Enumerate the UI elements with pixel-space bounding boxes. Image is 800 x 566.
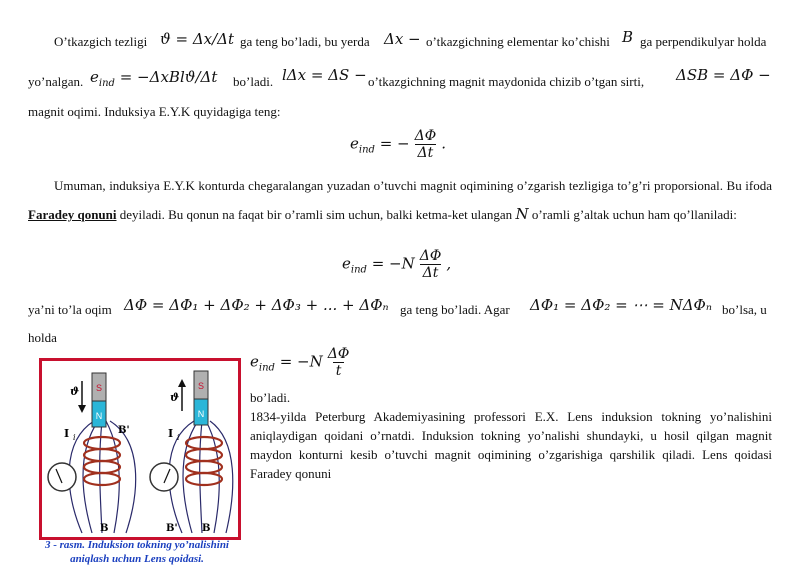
- caption-line-1: 3 - rasm. Induksion tokning yo’nalishini: [44, 539, 229, 551]
- text-directed: yo’nalgan.: [28, 74, 84, 89]
- velocity-label-right: ϑ: [170, 391, 180, 404]
- formula-speed: ϑ = Δx/Δt: [160, 30, 235, 48]
- figure-drawing: [42, 361, 238, 537]
- magnet-s-label-right: S: [197, 381, 205, 391]
- induced-field-label-left: B': [118, 425, 130, 436]
- galvanometer-left: [48, 463, 76, 491]
- faraday-law-link[interactable]: Faradey qonuni: [28, 207, 117, 222]
- text-element: o’tkazgichning elementar ko’chishi: [426, 34, 610, 49]
- induced-field-label-bottom: B': [166, 523, 178, 534]
- text-holda: holda: [28, 330, 57, 345]
- text-if: ga teng bo’ladi. Agar: [400, 302, 510, 317]
- lenz-rule-figure: [39, 358, 241, 540]
- text-surface: o’tkazgichning magnit maydonida chizib o’tgan sirti,: [368, 74, 645, 89]
- paragraph-lenz: 1834-yilda Peterburg Akademiyasining professori E.X. Lens induksion tokning yo’nalishini aniqlaydigan qoidani o’rnatdi. Induksion tokning yo’nalishi shundayki, u hosil qilgan magnit maydon konturni kesib o’tuvchi magnit oqimining o’zgarishiga qarshilik qiladi. Lens qoidasi Faradey qonuni: [250, 409, 772, 481]
- text-equals: ga teng bo’ladi, bu yerda: [240, 34, 370, 49]
- formula-b: B: [622, 28, 634, 46]
- current-sub-right: i: [177, 433, 180, 442]
- field-label-left: B: [100, 523, 109, 534]
- galvanometer-right: [150, 463, 178, 491]
- equation-1: $e_{ind}$ = − $\frac{\Delta\Phi}{\Delta t}$ .: [350, 128, 446, 161]
- current-sub-left: i: [73, 433, 76, 442]
- formula-eind: $e_{ind} = -\Delta xBlϑ/\Delta t$: [90, 68, 218, 89]
- figure-caption: [28, 538, 246, 566]
- right-column-text: [250, 388, 772, 483]
- current-label-right: I: [168, 427, 174, 440]
- text-then: bo’lsa, u: [722, 302, 767, 317]
- current-label-left: I: [64, 427, 70, 440]
- line-2: [0, 64, 800, 90]
- formula-equal-fluxes: ΔΦ₁ = ΔΦ₂ = ⋯ = NΔΦₙ: [530, 296, 712, 314]
- formula-dsb: ΔSB = ΔΦ −: [676, 66, 771, 84]
- text-perpendicular: ga perpendikulyar holda: [640, 34, 767, 49]
- formula-sum: ΔΦ = ΔΦ₁ + ΔΦ₂ + ΔΦ₃ + ... + ΔΦₙ: [124, 296, 389, 314]
- formula-ldx: lΔx = ΔS −: [282, 66, 367, 84]
- magnet-n-label-right: N: [197, 409, 205, 419]
- caption-line-2: aniqlash uchun Lens qoidasi.: [70, 553, 204, 565]
- equation-3: $e_{ind} = -N$ $\frac{\Delta\Phi}{t}$: [250, 346, 350, 379]
- line-1: [0, 28, 800, 52]
- coil-right: [186, 437, 222, 485]
- text-bo-ladi: bo’ladi.: [250, 390, 291, 405]
- field-label-right: B: [202, 523, 211, 534]
- text-speed: O’tkazgich tezligi: [54, 34, 148, 49]
- equation-2: $e_{ind} = -N$ $\frac{\Delta\Phi}{\Delta t}$ ,: [342, 248, 452, 281]
- velocity-label-left: ϑ: [70, 385, 80, 398]
- text-total-flux: ya’ni to’la oqim: [28, 302, 112, 317]
- formula-dx: Δx −: [384, 30, 421, 48]
- magnet-s-label-left: S: [95, 383, 103, 393]
- paragraph-faraday: Umuman, induksiya E.Y.K konturda chegaralangan yuzadan o’tuvchi magnit oqimining o’zgarish tezligiga to’g’ri proporsional. Bu ifoda Faradey qonuni deyiladi. Bu qonun na faqat bir o’ramli sim uchun, balki ketma-ket ulangan N o’ramli g’altak uchun ham qo’llaniladi:: [28, 178, 772, 223]
- text-becomes: bo’ladi.: [233, 74, 274, 89]
- text-magnetic-flux: magnit oqimi. Induksiya E.Y.K quyidagiga teng:: [28, 104, 281, 119]
- line-4: [0, 290, 800, 316]
- magnet-n-label-left: N: [95, 411, 103, 421]
